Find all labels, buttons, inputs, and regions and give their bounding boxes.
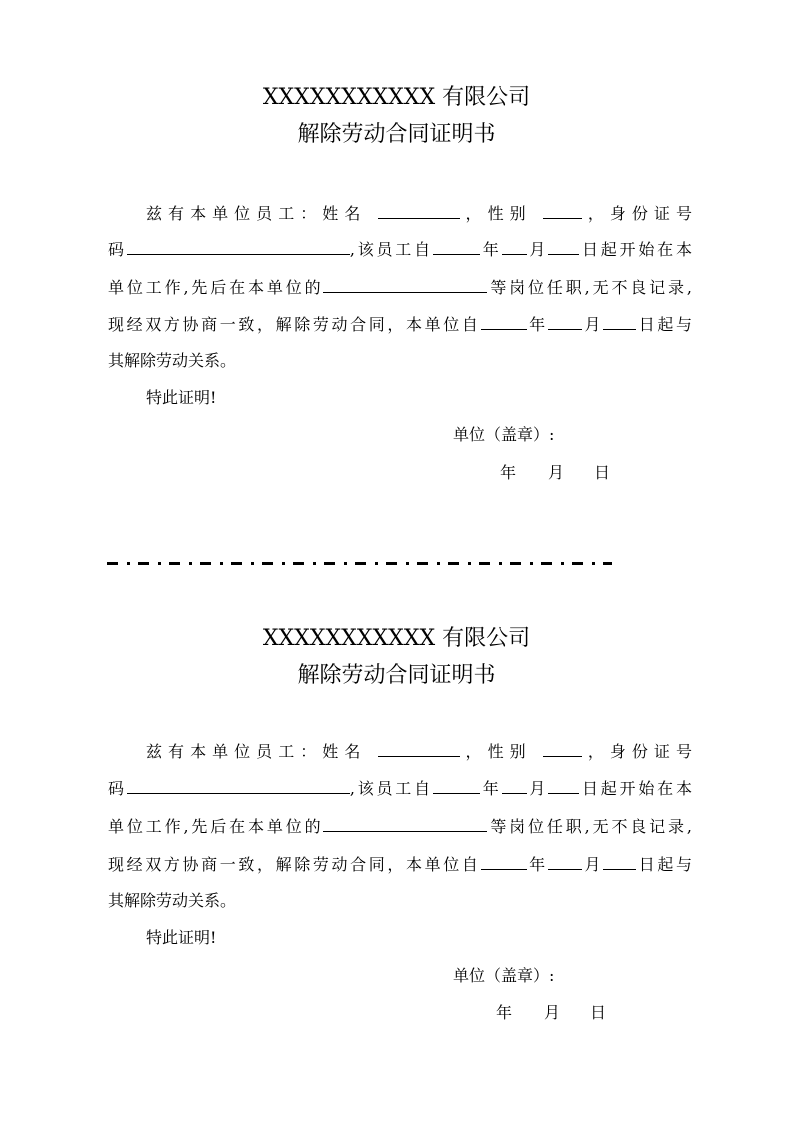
start-day-blank[interactable]	[548, 238, 579, 255]
text: 兹有本单位员工：姓名	[146, 742, 367, 761]
seal-label: 单位（盖章）:	[453, 425, 555, 444]
start-year-blank[interactable]	[433, 777, 480, 794]
text: 年	[526, 855, 548, 874]
body-line-2	[108, 238, 692, 261]
text: 日起与	[636, 315, 692, 334]
id-number-blank[interactable]	[127, 238, 350, 255]
body-line-4	[108, 313, 692, 336]
text: 日起开始在本	[579, 779, 692, 798]
company-name: XXXXXXXXXXX 有限公司	[262, 626, 531, 651]
text: 年	[479, 779, 502, 798]
text: 月	[581, 855, 604, 874]
start-month-blank[interactable]	[502, 777, 527, 794]
text: 日起开始在本	[579, 240, 692, 259]
text: 现经双方协商一致，解除劳动合同，本单位自	[108, 315, 481, 334]
gender-blank[interactable]	[543, 740, 582, 757]
date-month: 月	[544, 1003, 561, 1022]
end-year-blank[interactable]	[481, 313, 527, 330]
document-title: 解除劳动合同证明书	[297, 122, 496, 147]
id-number-blank[interactable]	[127, 777, 350, 794]
certificate-copy-2	[0, 541, 793, 1082]
text: ，身份证号	[581, 204, 692, 223]
gender-blank[interactable]	[543, 202, 582, 219]
body-line-1	[146, 740, 692, 763]
text: 兹有本单位员工：姓名	[146, 204, 367, 223]
end-day-blank[interactable]	[603, 853, 636, 870]
text: 年	[526, 315, 548, 334]
end-day-blank[interactable]	[603, 313, 636, 330]
body-line-1	[146, 202, 692, 225]
certify-text: 特此证明!	[146, 928, 217, 947]
text: 月	[526, 240, 549, 259]
certificate-copy-1	[0, 0, 793, 541]
end-month-blank[interactable]	[548, 313, 582, 330]
start-day-blank[interactable]	[548, 777, 579, 794]
text: ，性别	[459, 742, 532, 761]
text: 等岗位任职,无不良记录,	[487, 278, 692, 297]
name-blank[interactable]	[378, 740, 460, 757]
body-line-3	[108, 276, 692, 299]
seal-label: 单位（盖章）:	[453, 966, 555, 985]
body-line-4	[108, 853, 692, 876]
position-blank[interactable]	[323, 276, 487, 293]
text: 月	[581, 315, 604, 334]
text: 日起与	[636, 855, 692, 874]
text: ,该员工自	[349, 779, 433, 798]
body-line-5: 其解除劳动关系。	[108, 351, 237, 370]
date-month: 月	[548, 463, 565, 482]
document-title: 解除劳动合同证明书	[297, 663, 496, 688]
text: 单位工作,先后在本单位的	[108, 278, 324, 297]
end-month-blank[interactable]	[548, 853, 582, 870]
body-line-2	[108, 777, 692, 800]
body-line-3	[108, 815, 692, 838]
date-day: 日	[594, 463, 611, 482]
date-day: 日	[590, 1003, 607, 1022]
date-year: 年	[500, 463, 517, 482]
text: ，身份证号	[581, 742, 692, 761]
start-year-blank[interactable]	[433, 238, 480, 255]
text: 现经双方协商一致，解除劳动合同，本单位自	[108, 855, 481, 874]
text: 码	[108, 779, 127, 798]
text: 年	[479, 240, 502, 259]
text: 码	[108, 240, 127, 259]
date-year: 年	[496, 1003, 513, 1022]
end-year-blank[interactable]	[481, 853, 527, 870]
name-blank[interactable]	[378, 202, 460, 219]
company-name: XXXXXXXXXXX 有限公司	[262, 85, 531, 110]
text: 等岗位任职,无不良记录,	[487, 817, 692, 836]
text: 月	[526, 779, 549, 798]
body-line-5: 其解除劳动关系。	[108, 891, 237, 910]
text: ,该员工自	[349, 240, 433, 259]
text: ，性别	[459, 204, 532, 223]
start-month-blank[interactable]	[502, 238, 527, 255]
position-blank[interactable]	[323, 815, 487, 832]
text: 单位工作,先后在本单位的	[108, 817, 324, 836]
certify-text: 特此证明!	[146, 388, 217, 407]
